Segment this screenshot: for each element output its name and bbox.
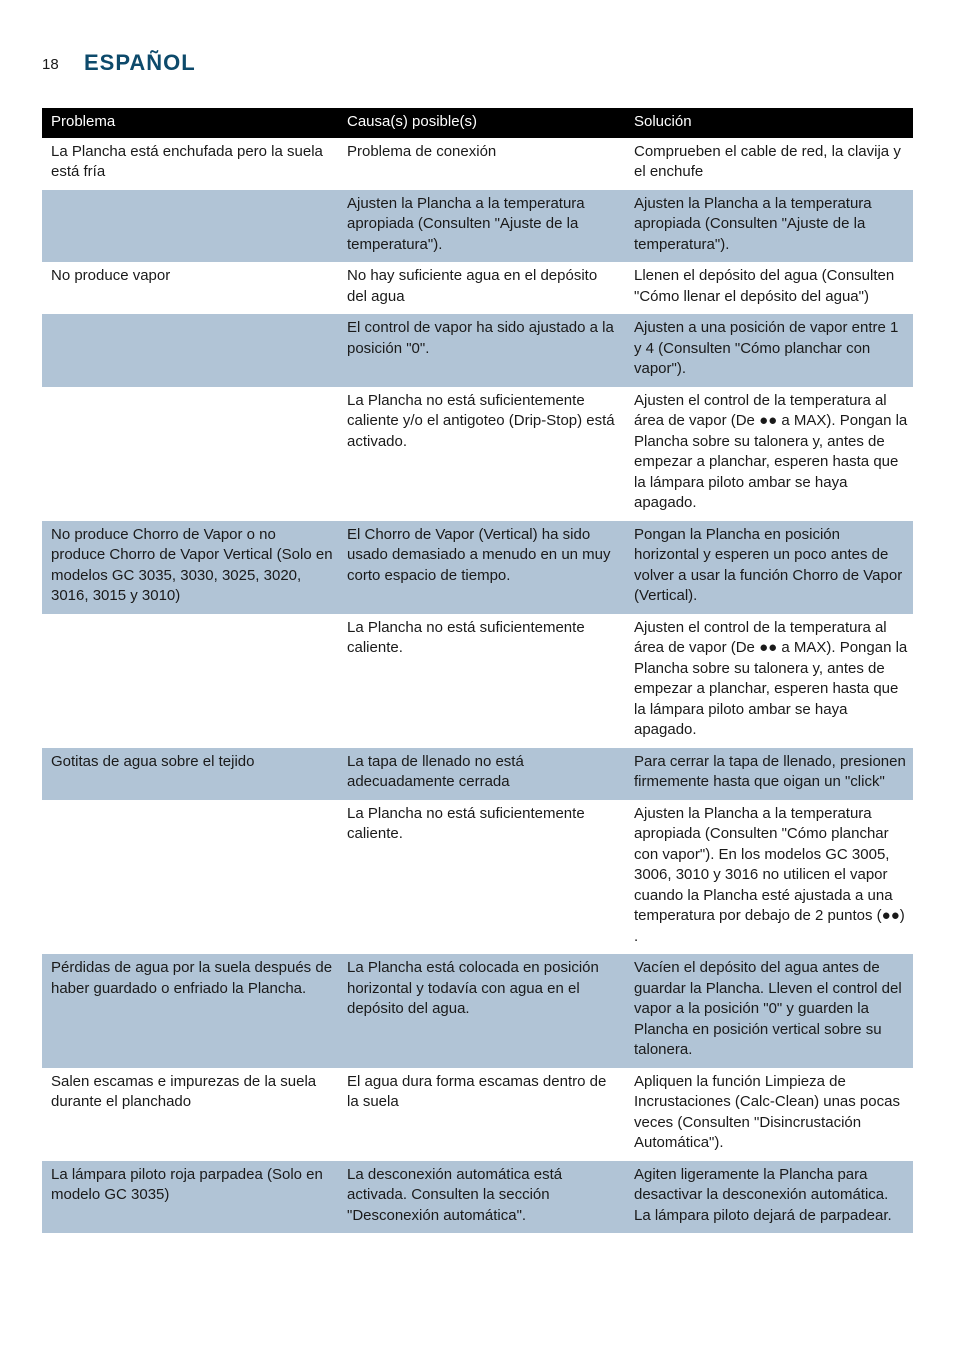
cell-problem: Pérdidas de agua por la suela después de haber guardado o enfriado la Plancha. — [42, 954, 338, 1068]
cell-cause: El control de vapor ha sido ajustado a la posición "0". — [338, 314, 625, 387]
cell-solution: Ajusten el control de la temperatura al área de vapor (De ●● a MAX). Pongan la Plancha sobre su talonera y, antes de empezar a planchar, esperen hasta que la lámpara piloto ambar se haya apagado. — [625, 387, 913, 521]
cell-cause: El agua dura forma escamas dentro de la suela — [338, 1068, 625, 1161]
column-header-problem: Problema — [42, 108, 338, 138]
cell-cause: No hay suficiente agua en el depósito del agua — [338, 262, 625, 314]
cell-cause: El Chorro de Vapor (Vertical) ha sido usado demasiado a menudo en un muy corto espacio de tiempo. — [338, 521, 625, 614]
section-title: ESPAÑOL — [84, 50, 196, 75]
table-row — [42, 190, 913, 263]
troubleshooting-table — [42, 108, 913, 1233]
table-row — [42, 314, 913, 387]
table-row — [42, 800, 913, 955]
column-header-cause: Causa(s) posible(s) — [338, 108, 625, 138]
cell-solution: Para cerrar la tapa de llenado, presionen firmemente hasta que oigan un "click" — [625, 748, 913, 800]
column-header-solution: Solución — [625, 108, 913, 138]
cell-solution: Ajusten la Plancha a la temperatura apropiada (Consulten "Cómo planchar con vapor"). En los modelos GC 3005, 3006, 3010 y 3016 no utilicen el vapor cuando la Plancha esté ajustada a una temperatura por debajo de 2 puntos (●●) . — [625, 800, 913, 955]
cell-problem — [42, 314, 338, 387]
cell-problem — [42, 190, 338, 263]
cell-solution: Comprueben el cable de red, la clavija y el enchufe — [625, 138, 913, 190]
table-row — [42, 1161, 913, 1234]
cell-problem: Gotitas de agua sobre el tejido — [42, 748, 338, 800]
table-row — [42, 138, 913, 190]
table-header-row — [42, 108, 913, 138]
cell-solution: Agiten ligeramente la Plancha para desactivar la desconexión automática. La lámpara piloto dejará de parpadear. — [625, 1161, 913, 1234]
page-number: 18 — [42, 56, 59, 73]
table-row — [42, 614, 913, 748]
cell-solution: Ajusten a una posición de vapor entre 1 y 4 (Consulten "Cómo planchar con vapor"). — [625, 314, 913, 387]
cell-cause: Problema de conexión — [338, 138, 625, 190]
cell-solution: Apliquen la función Limpieza de Incrustaciones (Calc-Clean) unas pocas veces (Consulten "Disincrustación Automática"). — [625, 1068, 913, 1161]
table-row — [42, 1068, 913, 1161]
table-row — [42, 748, 913, 800]
table-row — [42, 954, 913, 1068]
cell-cause: La Plancha no está suficientemente caliente. — [338, 614, 625, 748]
cell-solution: Vacíen el depósito del agua antes de guardar la Plancha. Lleven el control del vapor a la posición "0" y guarden la Plancha en posición vertical sobre su talonera. — [625, 954, 913, 1068]
cell-cause: La Plancha no está suficientemente caliente y/o el antigoteo (Drip-Stop) está activado. — [338, 387, 625, 521]
cell-problem — [42, 800, 338, 955]
cell-solution: Ajusten el control de la temperatura al área de vapor (De ●● a MAX). Pongan la Plancha sobre su talonera y, antes de empezar a planchar, esperen hasta que la lámpara piloto ambar se haya apagado. — [625, 614, 913, 748]
cell-problem: No produce Chorro de Vapor o no produce Chorro de Vapor Vertical (Solo en modelos GC 3035, 3030, 3025, 3020, 3016, 3015 y 3010) — [42, 521, 338, 614]
table-row — [42, 521, 913, 614]
cell-problem: La Plancha está enchufada pero la suela está fría — [42, 138, 338, 190]
cell-solution: Pongan la Plancha en posición horizontal y esperen un poco antes de volver a usar la función Chorro de Vapor (Vertical). — [625, 521, 913, 614]
table-body — [42, 138, 913, 1234]
cell-problem — [42, 387, 338, 521]
cell-problem — [42, 614, 338, 748]
cell-solution: Ajusten la Plancha a la temperatura apropiada (Consulten "Ajuste de la temperatura"). — [625, 190, 913, 263]
table-row — [42, 262, 913, 314]
cell-problem: Salen escamas e impurezas de la suela durante el planchado — [42, 1068, 338, 1161]
cell-problem: La lámpara piloto roja parpadea (Solo en modelo GC 3035) — [42, 1161, 338, 1234]
cell-cause: La Plancha no está suficientemente caliente. — [338, 800, 625, 955]
cell-cause: Ajusten la Plancha a la temperatura apropiada (Consulten "Ajuste de la temperatura"). — [338, 190, 625, 263]
cell-cause: La desconexión automática está activada. Consulten la sección "Desconexión automática". — [338, 1161, 625, 1234]
cell-problem: No produce vapor — [42, 262, 338, 314]
cell-cause: La Plancha está colocada en posición horizontal y todavía con agua en el depósito del agua. — [338, 954, 625, 1068]
cell-cause: La tapa de llenado no está adecuadamente cerrada — [338, 748, 625, 800]
table-row — [42, 387, 913, 521]
cell-solution: Llenen el depósito del agua (Consulten "Cómo llenar el depósito del agua") — [625, 262, 913, 314]
